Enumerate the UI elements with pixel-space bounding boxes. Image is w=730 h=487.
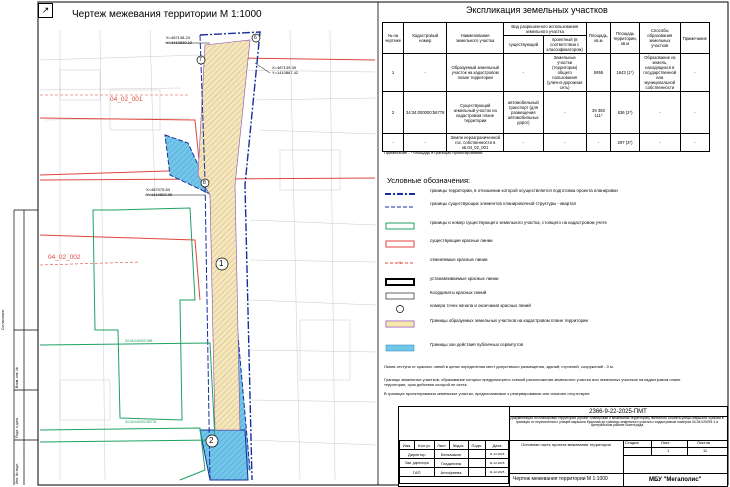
table-row: 1 - Образуемый земельный участок на кадастровом плане территории - Земельные участки (территории) общего пользования (улично-дорожная сеть) 5955 1643 (1*) Образование из земель, находящихся в государственной или муниципальной собственности - <box>383 54 710 92</box>
point-number-icon <box>385 305 415 313</box>
document-code: 2366-9-22-2025-ПМТ <box>589 409 647 415</box>
legend-item: Координаты красных линий <box>385 290 715 304</box>
explication-title: Экспликация земельных участков <box>466 5 608 15</box>
legend-item: устанавливаемые красные линии <box>385 276 715 290</box>
explication-footnote: Примечание - * площадь в границах проектирования <box>384 150 483 155</box>
cancelled-redline-icon <box>385 259 415 267</box>
sheet-header: Лист <box>661 440 670 445</box>
legend-title: Условные обозначения: <box>387 176 471 185</box>
point-marker: 6 <box>254 35 257 41</box>
organization-name: МБУ "Мегаполис" <box>649 477 702 483</box>
sheets-total: 11 <box>703 448 708 453</box>
parcel-label: 34:34:040002:388 <box>125 339 153 343</box>
quarter-boundary-icon <box>385 203 415 211</box>
side-label-inv-orig: Инв. № подл. <box>15 462 19 484</box>
table-row: Зам. директора Гладилина 11.12.2025 <box>400 459 509 468</box>
table-row: ГАП Антофеева 11.12.2025 <box>400 468 509 477</box>
legend-item: Границы зон действия публичных сервитутов <box>385 342 715 356</box>
table-row: Директор Бельмакон 11.12.2025 <box>400 450 509 459</box>
established-redline-icon <box>385 278 415 286</box>
side-label-sign: Подп. и дата <box>15 418 19 438</box>
plot-marker: 2 <box>209 436 214 445</box>
stage-header: Стадия <box>625 440 639 445</box>
title-block <box>398 406 728 487</box>
coordinates-icon <box>385 292 415 300</box>
zone-label: 04_02_002 <box>48 254 81 261</box>
servitude-zone-icon <box>385 344 415 352</box>
coord-label: X=487138.24 Y=1410830.12 <box>166 35 193 45</box>
legend-item: существующие красные линии <box>385 238 715 252</box>
point-marker: 8 <box>203 180 206 186</box>
legend-item: границы существующих элементов планировочной структуры - квартал <box>385 201 715 215</box>
coord-label: X=487075.83 Y=1410802.05 <box>146 187 173 197</box>
signature-table <box>399 440 509 484</box>
sheets-header: Листов <box>697 440 710 445</box>
legend-item: номера точек начала и окончания красных линий <box>385 303 715 317</box>
plot-marker: 1 <box>219 259 224 268</box>
legend-item: границы и номер существующего земельного участка, стоящего на кадастровом учете <box>385 220 715 234</box>
explication-table <box>382 22 710 152</box>
legend-item: × отменяемые красные линии <box>385 257 715 271</box>
planned-plot-icon <box>385 320 415 328</box>
note-scheme: Границы земельных участков, образование которых предусмотрено схемой расположения земельного участка или земельных участков на кадастровом плане территории, срок действия которой не истек. <box>384 377 681 387</box>
table-header-row: существующий проектный (в соответствии с классификатором) <box>383 36 710 54</box>
table-row <box>400 477 509 484</box>
table-row: - - Земли неразграниченной гос. собственности в кв.04_02_001 - - - 297 (3*) - - <box>383 134 710 152</box>
note-offset: Линия отступа от красных линий в целях определения мест допустимого размещения, зданий, строений, сооружений - 0 м. <box>384 364 614 369</box>
coord-label: X=487139.39 Y=1410867.42 <box>272 65 299 75</box>
sheet-number: 1 <box>667 448 670 453</box>
table-row: 2 34:34:000000:56778 Существующий земельный участок на кадастровом плане территории автомобильный транспорт (для размещения автомобильных дорог) - 39 383 111* 836 (2*) - - <box>383 92 710 134</box>
territory-boundary-icon <box>385 190 415 198</box>
existing-redline-icon <box>385 240 415 248</box>
point-marker: 7 <box>199 57 202 63</box>
side-label-agreed: Согласовано <box>1 309 5 330</box>
parcel-boundary-icon <box>385 222 415 230</box>
side-label-inv: Взам. инв. № <box>15 366 19 388</box>
legend-item: границы территории, в отношении которой осуществляется подготовка проекта планировки <box>385 188 715 202</box>
table-header-row: № на чертеже Кадастровый номер Наименование земельного участка Вид разрешенного использования земельного участка Площадь, кв.м Площадь территории, кв.м Способы образования земельных участков Примечание <box>383 23 710 36</box>
map-title: Чертеж межевания территории М 1:1000 <box>72 9 262 20</box>
svg-text:×: × <box>398 261 402 267</box>
zone-label: 04_02_001 <box>110 96 143 103</box>
drawing-title: Чертеж межевания территории М 1:1000 <box>513 476 608 482</box>
table-row: Изм. Кол.уч Лист №док. Подп. Дата <box>400 441 509 450</box>
legend-item: Границы образуемых земельных участков на кадастровом плане территории <box>385 318 715 332</box>
note-reserve: В границах проектирования земельные участки, предполагаемые к резервированию или изъятию отсутствуют. <box>384 391 591 396</box>
section-title: Основная часть проекта межевания территории <box>521 442 611 447</box>
north-arrow-icon: ↗ <box>38 3 53 18</box>
parcel-label: 34:34:040002:56778 <box>125 420 157 424</box>
document-description: Документация по планировке территории (проект планировки и межевания территории) линейного объекта-улицы маршала Чуйкова в границах от пересечения с улицей маршала Крылова до границы земельного участка с кадастровым номером 34:34:020091:1 в Центральном районе Волгограда <box>510 416 724 428</box>
